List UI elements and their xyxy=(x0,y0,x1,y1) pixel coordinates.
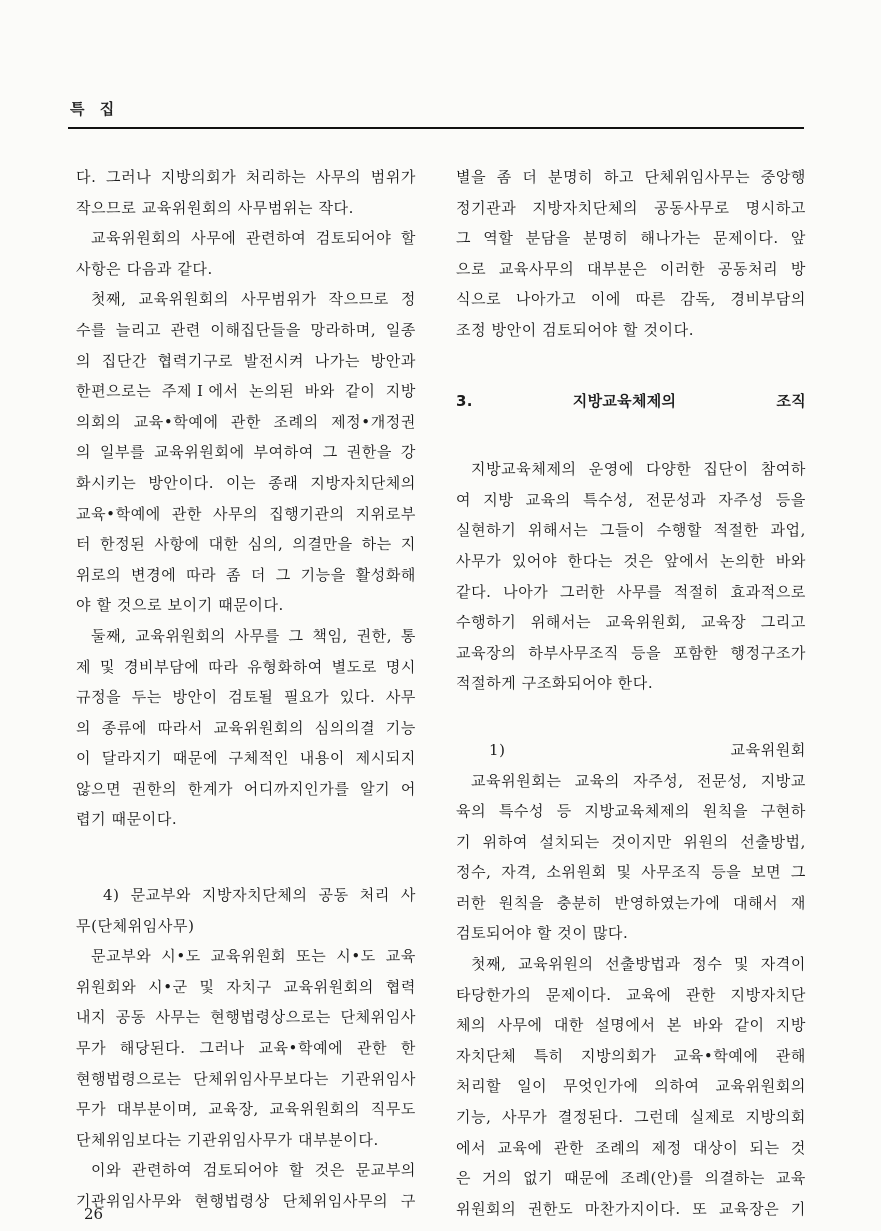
text-line: 문교부와 시•도 교육위원회 또는 시•도 교육 xyxy=(91,947,416,966)
subsection-heading: 4) 문교부와 지방자치단체의 공동 처리 사 xyxy=(103,886,416,905)
text-line: 식으로 나아가고 이에 따른 감독, 경비부담의 xyxy=(456,290,806,309)
header-rule xyxy=(68,127,804,129)
text-line: 규정을 두는 방안이 검토될 필요가 있다. 사무 xyxy=(76,688,416,707)
text-line: 단체위임보다는 기관위임사무가 대부분이다. xyxy=(76,1130,379,1149)
text-line: 교육장의 하부사무조직 등을 포함한 행정구조가 xyxy=(456,643,806,662)
text-line: 타당한가의 문제이다. 교육에 관한 지방자치단 xyxy=(456,985,806,1004)
text-line: 현행법령으로는 단체위임사무보다는 기관위임사 xyxy=(76,1069,416,1088)
text-line: 않으면 권한의 한계가 어디까지인가를 알기 어 xyxy=(76,779,416,798)
text-line: 육의 특수성 등 지방교육체제의 원칙을 구현하 xyxy=(456,802,806,821)
text-line: 기관위임사무와 현행법령상 단체위임사무의 구 xyxy=(76,1192,416,1210)
text-line: 에서 교육에 관한 조례의 제정 대상이 되는 것 xyxy=(456,1138,806,1157)
text-line: 내지 공동 사무는 현행법령상으로는 단체위임사 xyxy=(76,1008,416,1027)
text-line: 그 역할 분담을 분명히 해나가는 문제이다. 앞 xyxy=(456,229,806,248)
section-label: 특 집 xyxy=(70,100,120,118)
text-line: 첫째, 교육위원회의 사무범위가 작으므로 정 xyxy=(91,290,416,309)
text-line: 교육위원회의 사무에 관련하여 검토되어야 할 xyxy=(91,229,416,248)
text-line: 야 할 것으로 보이기 때문이다. xyxy=(76,596,284,615)
text-line: 사무가 있어야 한다는 것은 앞에서 논의한 바와 xyxy=(456,551,806,570)
text-line: 의회의 교육•학예에 관한 조례의 제정•개정권 xyxy=(76,412,416,431)
text-line: 기 위하여 설치되는 것이지만 위원의 선출방법, xyxy=(456,832,806,851)
text-line: 위원회의 권한도 마찬가지이다. 또 교육장은 기 xyxy=(456,1199,806,1218)
text-line: 적절하게 구조화되어야 한다. xyxy=(456,674,654,693)
text-line: 화시키는 방안이다. 이는 종래 지방자치단체의 xyxy=(76,473,416,492)
subsection-heading: 무(단체위임사무) xyxy=(76,916,195,935)
text-line: 정기관과 지방자치단체의 공동사무로 명시하고 xyxy=(456,198,806,217)
paragraph-gap xyxy=(76,835,416,880)
text-line: 교육위원회는 교육의 자주성, 전문성, 지방교 xyxy=(471,771,806,790)
text-line: 이와 관련하여 검토되어야 할 것은 문교부의 xyxy=(91,1161,416,1180)
text-line: 이 달라지기 때문에 구체적인 내용이 제시되지 xyxy=(76,749,416,768)
text-line: 작으므로 교육위원회의 사무범위는 작다. xyxy=(76,198,355,217)
text-line: 첫째, 교육위원의 선출방법과 정수 및 자격이 xyxy=(471,955,806,974)
text-line: 러한 원칙을 충분히 반영하였는가에 대해서 재 xyxy=(456,893,806,912)
text-line: 위원회와 시•군 및 자치구 교육위원회의 협력 xyxy=(76,977,416,996)
text-line: 제 및 경비부담에 따라 유형화하여 별도로 명시 xyxy=(76,657,416,676)
text-line: 교육•학예에 관한 사무의 집행기관의 지위로부 xyxy=(76,504,416,523)
text-line: 수행하기 위해서는 교육위원회, 교육장 그리고 xyxy=(456,613,806,632)
paragraph-gap xyxy=(456,346,806,386)
section-title: 3. 지방교육체제의 조직 xyxy=(456,391,806,410)
page-number: 26 xyxy=(84,1205,104,1223)
text-line: 체의 사무에 대한 설명에서 본 바와 같이 지방 xyxy=(456,1016,806,1035)
text-line: 같다. 나아가 그러한 사무를 적절히 효과적으로 xyxy=(456,582,806,601)
text-line: 의 종류에 따라서 교육위원회의 심의의결 기능 xyxy=(76,718,416,737)
text-line: 무가 대부분이며, 교육장, 교육위원회의 직무도 xyxy=(76,1100,416,1119)
text-line: 의 일부를 교육위원회에 부여하여 그 권한을 강 xyxy=(76,443,416,462)
paragraph-gap xyxy=(456,416,806,454)
text-line: 다. 그러나 지방의회가 처리하는 사무의 범위가 xyxy=(76,168,416,186)
text-line: 위로의 변경에 따라 좀 더 그 기능을 활성화해 xyxy=(76,565,416,584)
paragraph-gap xyxy=(456,699,806,735)
text-line: 한편으로는 주제Ⅰ에서 논의된 바와 같이 지방 xyxy=(76,382,416,401)
text-line: 여 지방 교육의 특수성, 전문성과 자주성 등을 xyxy=(456,490,806,509)
text-line: 실현하기 위해서는 그들이 수행할 적절한 과업, xyxy=(456,521,806,540)
text-line: 정수, 자격, 소위원회 및 사무조직 등을 보면 그 xyxy=(456,863,806,882)
text-line: 렵기 때문이다. xyxy=(76,810,178,829)
text-line: 터 한정된 사항에 대한 심의, 의결만을 하는 지 xyxy=(76,535,416,554)
text-line: 기능, 사무가 결정된다. 그런데 실제로 지방의회 xyxy=(456,1108,806,1127)
text-line: 은 거의 없기 때문에 조례(안)를 의결하는 교육 xyxy=(456,1169,806,1188)
text-line: 수를 늘리고 관련 이해집단들을 망라하며, 일종 xyxy=(76,320,416,339)
subsection-heading: 1) 교육위원회 xyxy=(489,740,806,759)
text-line: 으로 교육사무의 대부분은 이러한 공동처리 방 xyxy=(456,259,806,278)
text-line: 조정 방안이 검토되어야 할 것이다. xyxy=(456,320,695,339)
text-line: 별을 좀 더 분명히 하고 단체위임사무는 중앙행 xyxy=(456,168,806,186)
text-line: 처리할 일이 무엇인가에 의하여 교육위원회의 xyxy=(456,1077,806,1096)
right-column xyxy=(456,162,806,1224)
text-line: 무가 해당된다. 그러나 교육•학예에 관한 한 xyxy=(76,1039,416,1058)
text-line: 자치단체 특히 지방의회가 교육•학예에 관해 xyxy=(456,1046,806,1065)
text-line: 사항은 다음과 같다. xyxy=(76,259,213,278)
text-line: 둘째, 교육위원회의 사무를 그 책임, 권한, 통 xyxy=(91,626,416,645)
text-line: 의 집단간 협력기구로 발전시켜 나가는 방안과 xyxy=(76,351,416,370)
text-line: 검토되어야 할 것이 많다. xyxy=(456,924,629,943)
left-column xyxy=(76,162,416,1217)
text-line: 지방교육체제의 운영에 다양한 집단이 참여하 xyxy=(471,460,806,479)
